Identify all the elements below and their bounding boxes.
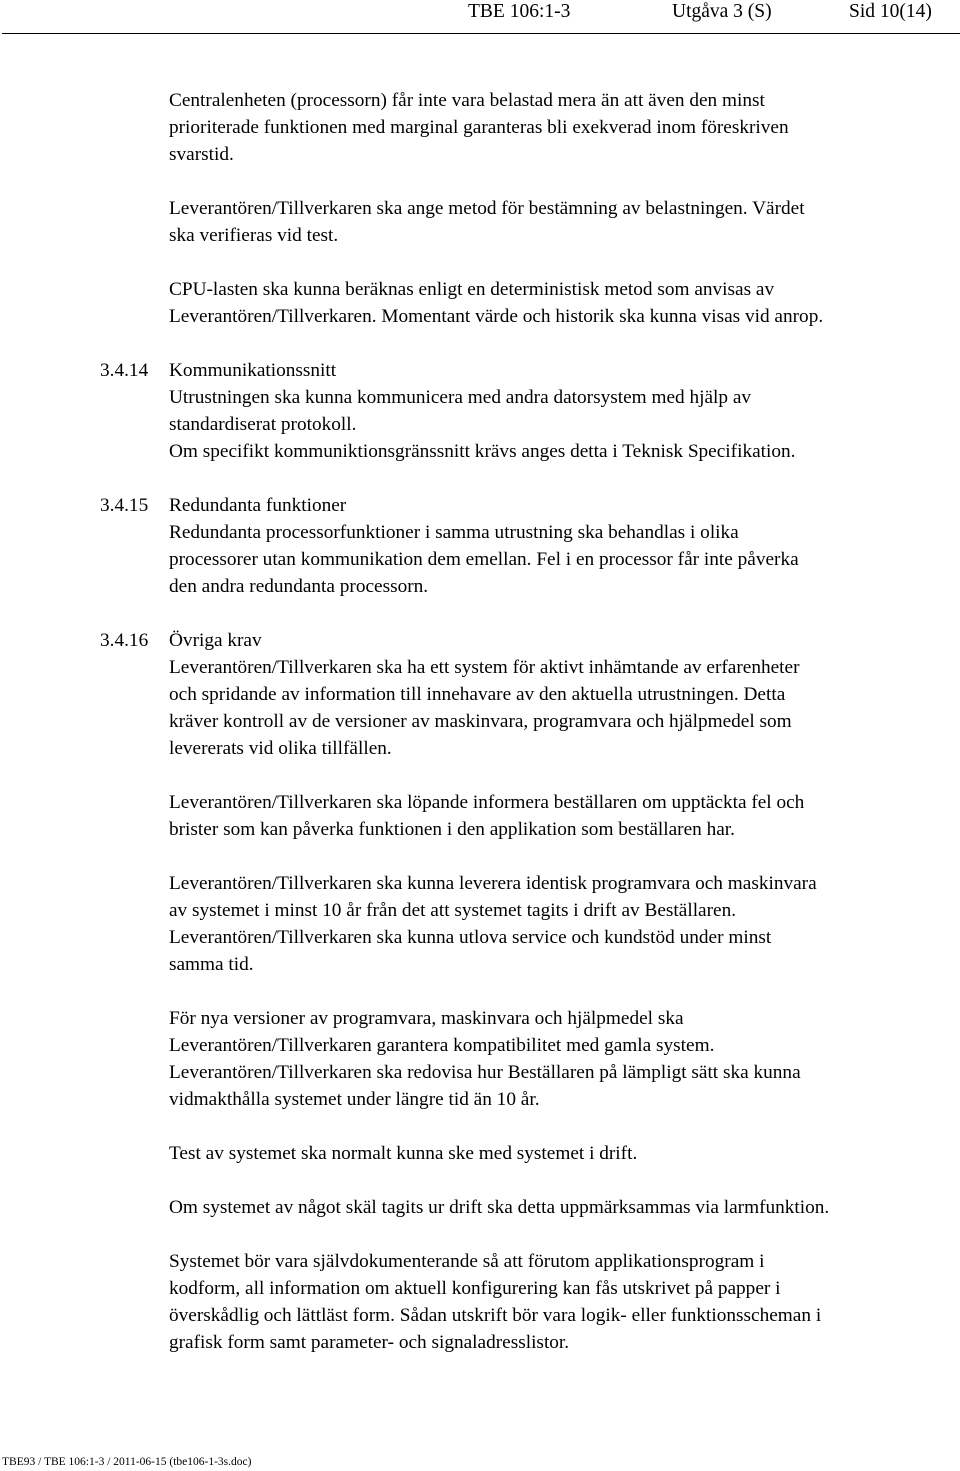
section-3-4-16 [100, 627, 960, 762]
section-body: Leverantören/Tillverkaren ska ha ett system för aktivt inhämtande av erfarenheter och spridande av information till innehavare av den aktuella utrustningen. Detta kräver kontroll av de versioner av maskinvara, programvara och hjälpmedel som levererats vid olika tillfällen. [169, 657, 800, 759]
paragraph-testing: Test av systemet ska normalt kunna ske med systemet i drift. [169, 1143, 638, 1164]
paragraph-error-reporting: Leverantören/Tillverkaren ska löpande informera beställaren om upptäckta fel och brister som kan påverka funktionen i den applikation som beställaren har. [169, 792, 805, 840]
paragraph-compatibility: För nya versioner av programvara, maskinvara och hjälpmedel ska Leverantören/Tillverkaren garantera kompatibilitet med gamla system. Leverantören/Tillverkaren ska redovisa hur Beställaren på lämpligt sätt ska kunna vidmakthålla systemet under längre tid än 10 år. [169, 1008, 801, 1110]
section-number: 3.4.14 [100, 360, 149, 381]
paragraph-alarm: Om systemet av något skäl tagits ur drift ska detta uppmärksammas via larmfunktion. [169, 1197, 830, 1218]
section-3-4-15 [100, 492, 960, 600]
intro-paragraph-cpu-load: Centralenheten (processorn) får inte vara belastad mera än att även den minst prioriterade funktionen med marginal garanteras bli exekverad inom föreskriven svarstid. [169, 90, 789, 165]
header-divider [2, 33, 960, 34]
section-title: Redundanta funktioner [169, 495, 347, 516]
section-number: 3.4.15 [100, 495, 149, 516]
document-body [100, 87, 960, 1356]
header-page-number: Sid 10(14) [849, 1, 932, 22]
paragraph-self-documenting: Systemet bör vara självdokumenterande så att förutom applikationsprogram i kodform, all information om aktuell konfigurering kan fås utskrivet på papper i överskådlig och lättläst form. Sådan utskrift bör vara logik- eller funktionsscheman i grafisk form samt parameter- och signaladresslistor. [169, 1251, 822, 1353]
section-number: 3.4.16 [100, 630, 149, 651]
header-document-id: TBE 106:1-3 [468, 1, 571, 22]
page-header [0, 0, 960, 34]
section-title: Övriga krav [169, 630, 262, 651]
intro-paragraph-load-method: Leverantören/Tillverkaren ska ange metod för bestämning av belastningen. Värdet ska verifieras vid test. [169, 198, 805, 246]
section-title: Kommunikationssnitt [169, 360, 337, 381]
header-edition: Utgåva 3 (S) [672, 1, 772, 22]
section-body: Utrustningen ska kunna kommunicera med andra datorsystem med hjälp av standardiserat protokoll. Om specifikt kommuniktionsgränssnitt krävs anges detta i Teknisk Specifikation. [169, 387, 796, 462]
paragraph-supply-guarantee: Leverantören/Tillverkaren ska kunna leverera identisk programvara och maskinvara av systemet i minst 10 år från det att systemet tagits i drift av Beställaren. Leverantören/Tillverkaren ska kunna utlova service och kundstöd under minst samma tid. [169, 873, 817, 975]
intro-paragraph-cpu-calculation: CPU-lasten ska kunna beräknas enligt en deterministisk metod som anvisas av Leverantören/Tillverkaren. Momentant värde och historik ska kunna visas vid anrop. [169, 279, 824, 327]
section-body: Redundanta processorfunktioner i samma utrustning ska behandlas i olika processorer utan kommunikation dem emellan. Fel i en processor får inte påverka den andra redundanta processorn. [169, 522, 799, 597]
page-footer: TBE93 / TBE 106:1-3 / 2011-06-15 (tbe106-1-3s.doc) [2, 1456, 252, 1468]
section-3-4-14 [100, 357, 960, 465]
